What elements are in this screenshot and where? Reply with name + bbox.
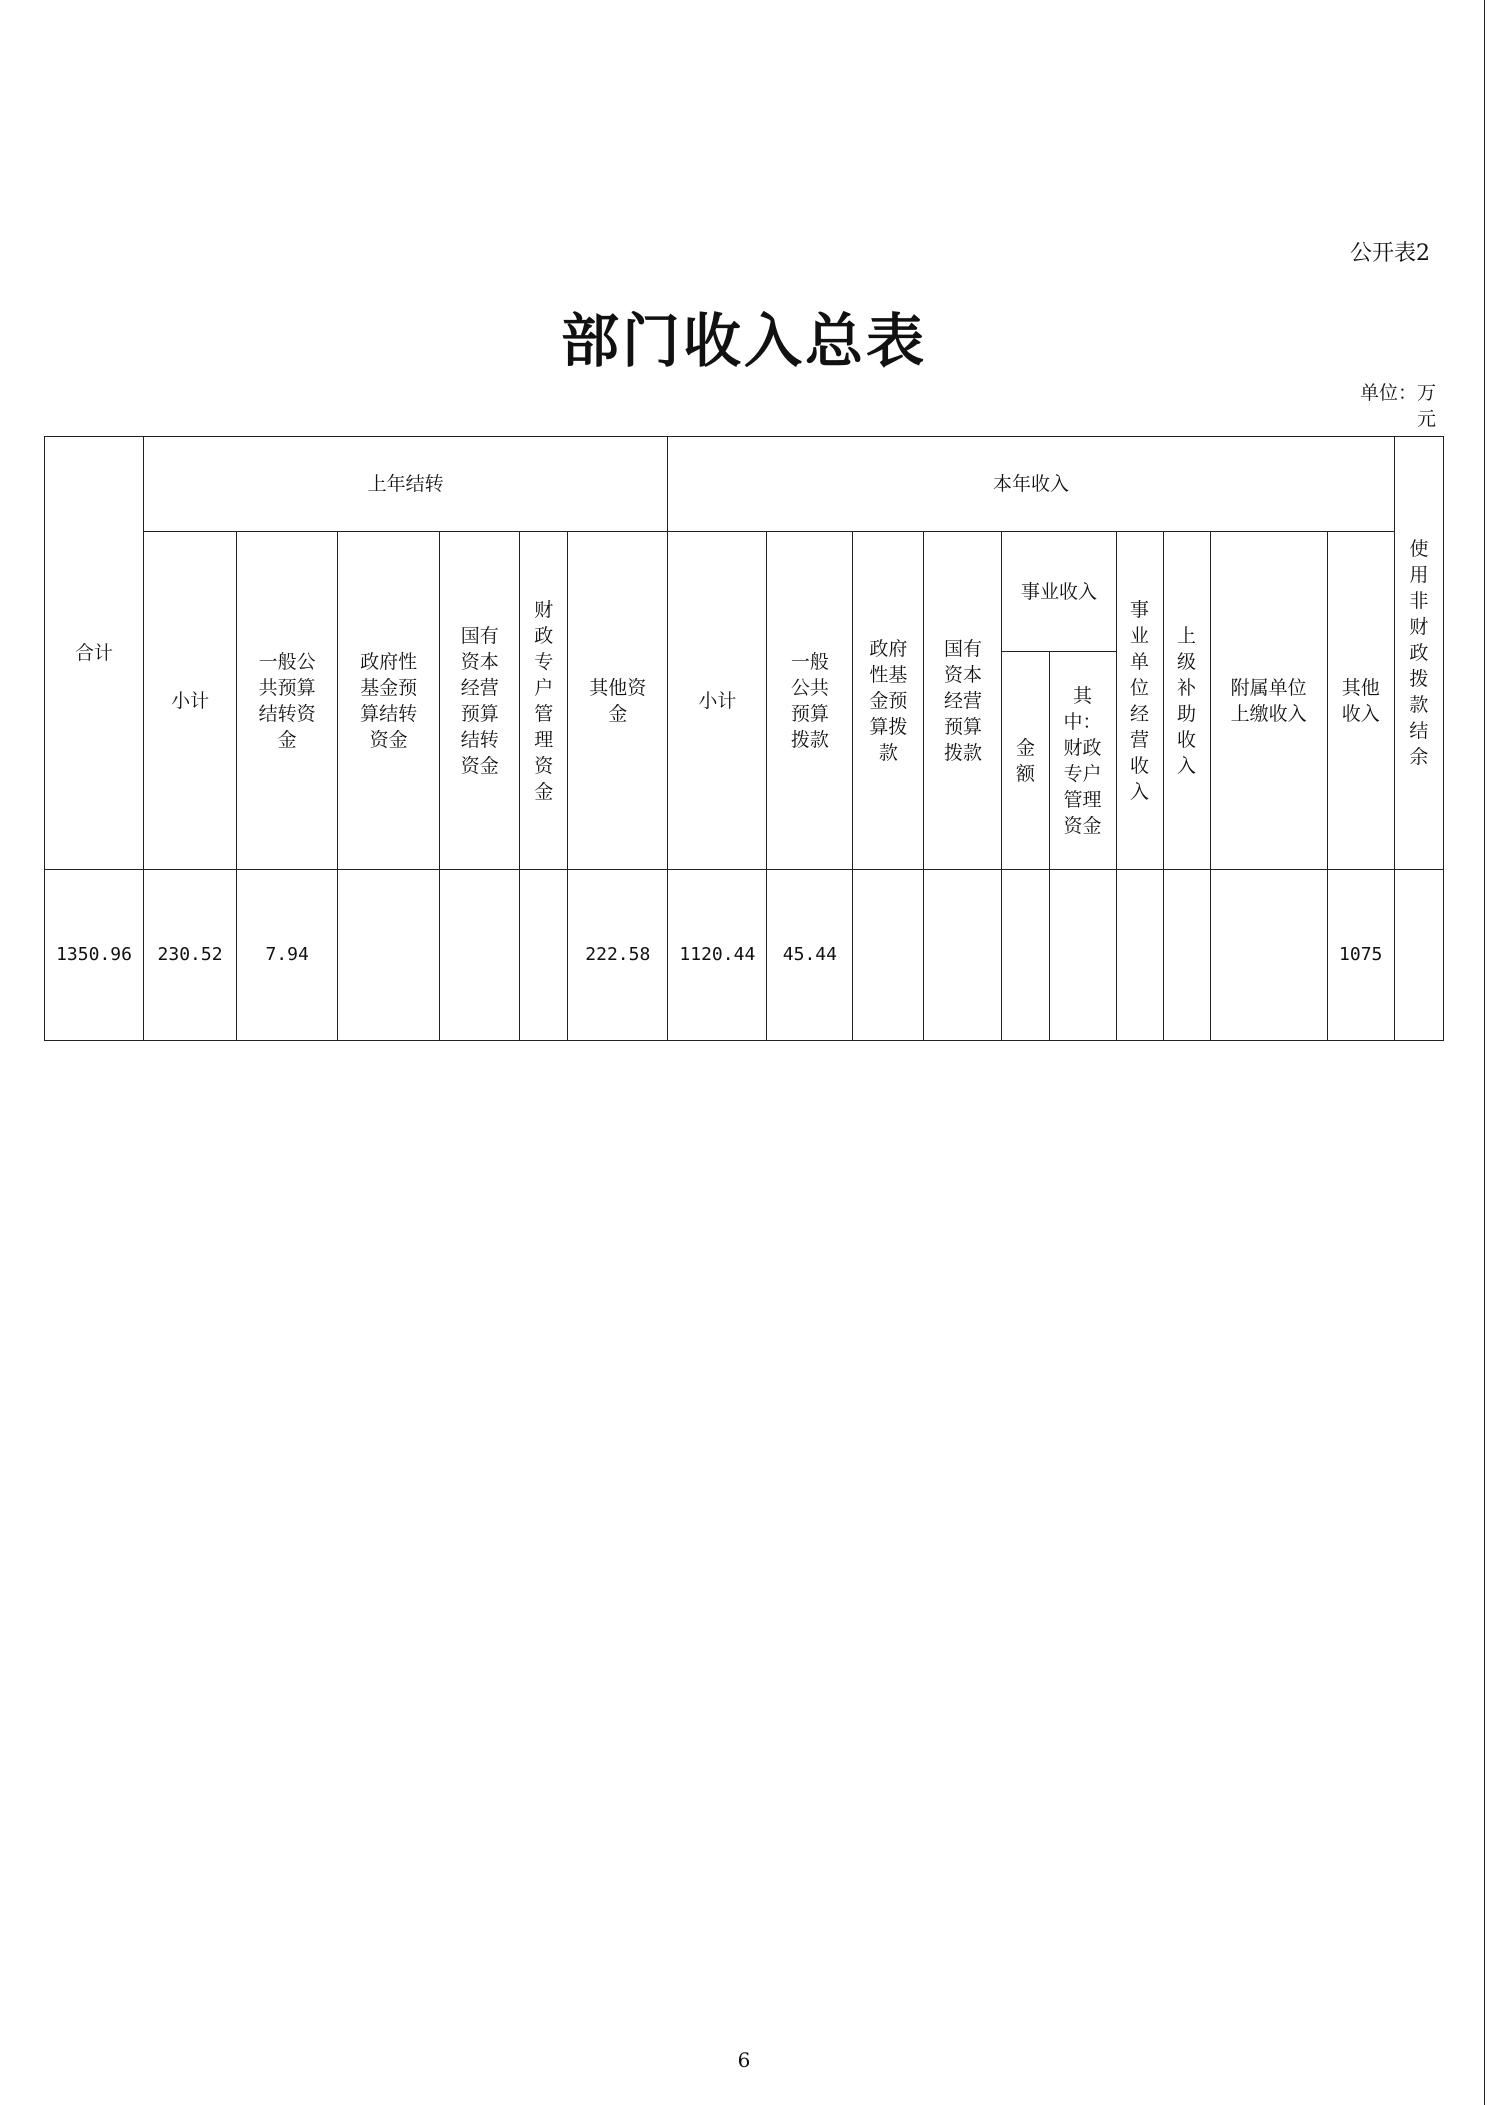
form-number: 公开表2 bbox=[1350, 241, 1430, 266]
cell-ty-superior-subsidy bbox=[1163, 870, 1210, 1041]
cell-ty-general-public: 45.44 bbox=[767, 870, 853, 1041]
cell-ly-fiscal-special bbox=[520, 870, 568, 1041]
header-business-income: 事业收入 bbox=[1002, 532, 1116, 652]
cell-non-fiscal bbox=[1394, 870, 1443, 1041]
cell-ty-business-amount bbox=[1002, 870, 1049, 1041]
income-summary-table bbox=[44, 436, 1444, 1041]
header-ty-gov-fund: 政府性基金预算拨款 bbox=[853, 532, 924, 870]
cell-ly-gov-fund bbox=[338, 870, 440, 1041]
header-last-year-group: 上年结转 bbox=[144, 437, 668, 532]
header-ty-state-capital: 国有资本经营预算拨款 bbox=[924, 532, 1002, 870]
cell-ly-other-funds: 222.58 bbox=[568, 870, 668, 1041]
unit-note bbox=[1346, 380, 1436, 432]
header-this-year-group: 本年收入 bbox=[668, 437, 1394, 532]
header-unit-operating: 事业单位经营收入 bbox=[1116, 532, 1163, 870]
cell-ly-subtotal: 230.52 bbox=[144, 870, 237, 1041]
header-row-2 bbox=[45, 532, 1444, 652]
cell-ty-business-fiscal-special bbox=[1049, 870, 1116, 1041]
cell-ly-general-public: 7.94 bbox=[237, 870, 338, 1041]
header-non-fiscal-balance: 使用非财政拨款结余 bbox=[1394, 437, 1443, 870]
table-row bbox=[45, 870, 1444, 1041]
cell-ty-affiliated-unit bbox=[1210, 870, 1327, 1041]
unit-value: 元 bbox=[1416, 408, 1436, 430]
cell-ty-state-capital bbox=[924, 870, 1002, 1041]
cell-ty-other-income: 1075 bbox=[1327, 870, 1394, 1041]
header-ty-subtotal: 小计 bbox=[668, 532, 767, 870]
header-ly-gov-fund: 政府性基金预算结转资金 bbox=[338, 532, 440, 870]
header-row-1 bbox=[45, 437, 1444, 532]
header-ly-fiscal-special: 财政专户管理资金 bbox=[520, 532, 568, 870]
cell-ty-gov-fund bbox=[853, 870, 924, 1041]
header-ly-subtotal: 小计 bbox=[144, 532, 237, 870]
cell-ty-unit-operating bbox=[1116, 870, 1163, 1041]
header-business-fiscal-special: 其中：财政专户管理资金 bbox=[1049, 652, 1116, 870]
cell-total: 1350.96 bbox=[45, 870, 144, 1041]
cell-ty-subtotal: 1120.44 bbox=[668, 870, 767, 1041]
header-ly-other-funds: 其他资金 bbox=[568, 532, 668, 870]
header-other-income: 其他收入 bbox=[1327, 532, 1394, 870]
page-number: 6 bbox=[737, 2048, 751, 2072]
header-ly-state-capital: 国有资本经营预算结转资金 bbox=[440, 532, 520, 870]
header-affiliated-unit: 附属单位上缴收入 bbox=[1210, 532, 1327, 870]
header-superior-subsidy: 上级补助收入 bbox=[1163, 532, 1210, 870]
cell-ly-state-capital bbox=[440, 870, 520, 1041]
unit-label: 单位：万 bbox=[1359, 382, 1436, 404]
header-total: 合计 bbox=[45, 437, 144, 870]
header-business-amount: 金额 bbox=[1002, 652, 1049, 870]
header-ly-general-public: 一般公共预算结转资金 bbox=[237, 532, 338, 870]
header-ty-general-public: 一般公共预算拨款 bbox=[767, 532, 853, 870]
page-title: 部门收入总表 bbox=[560, 307, 927, 375]
